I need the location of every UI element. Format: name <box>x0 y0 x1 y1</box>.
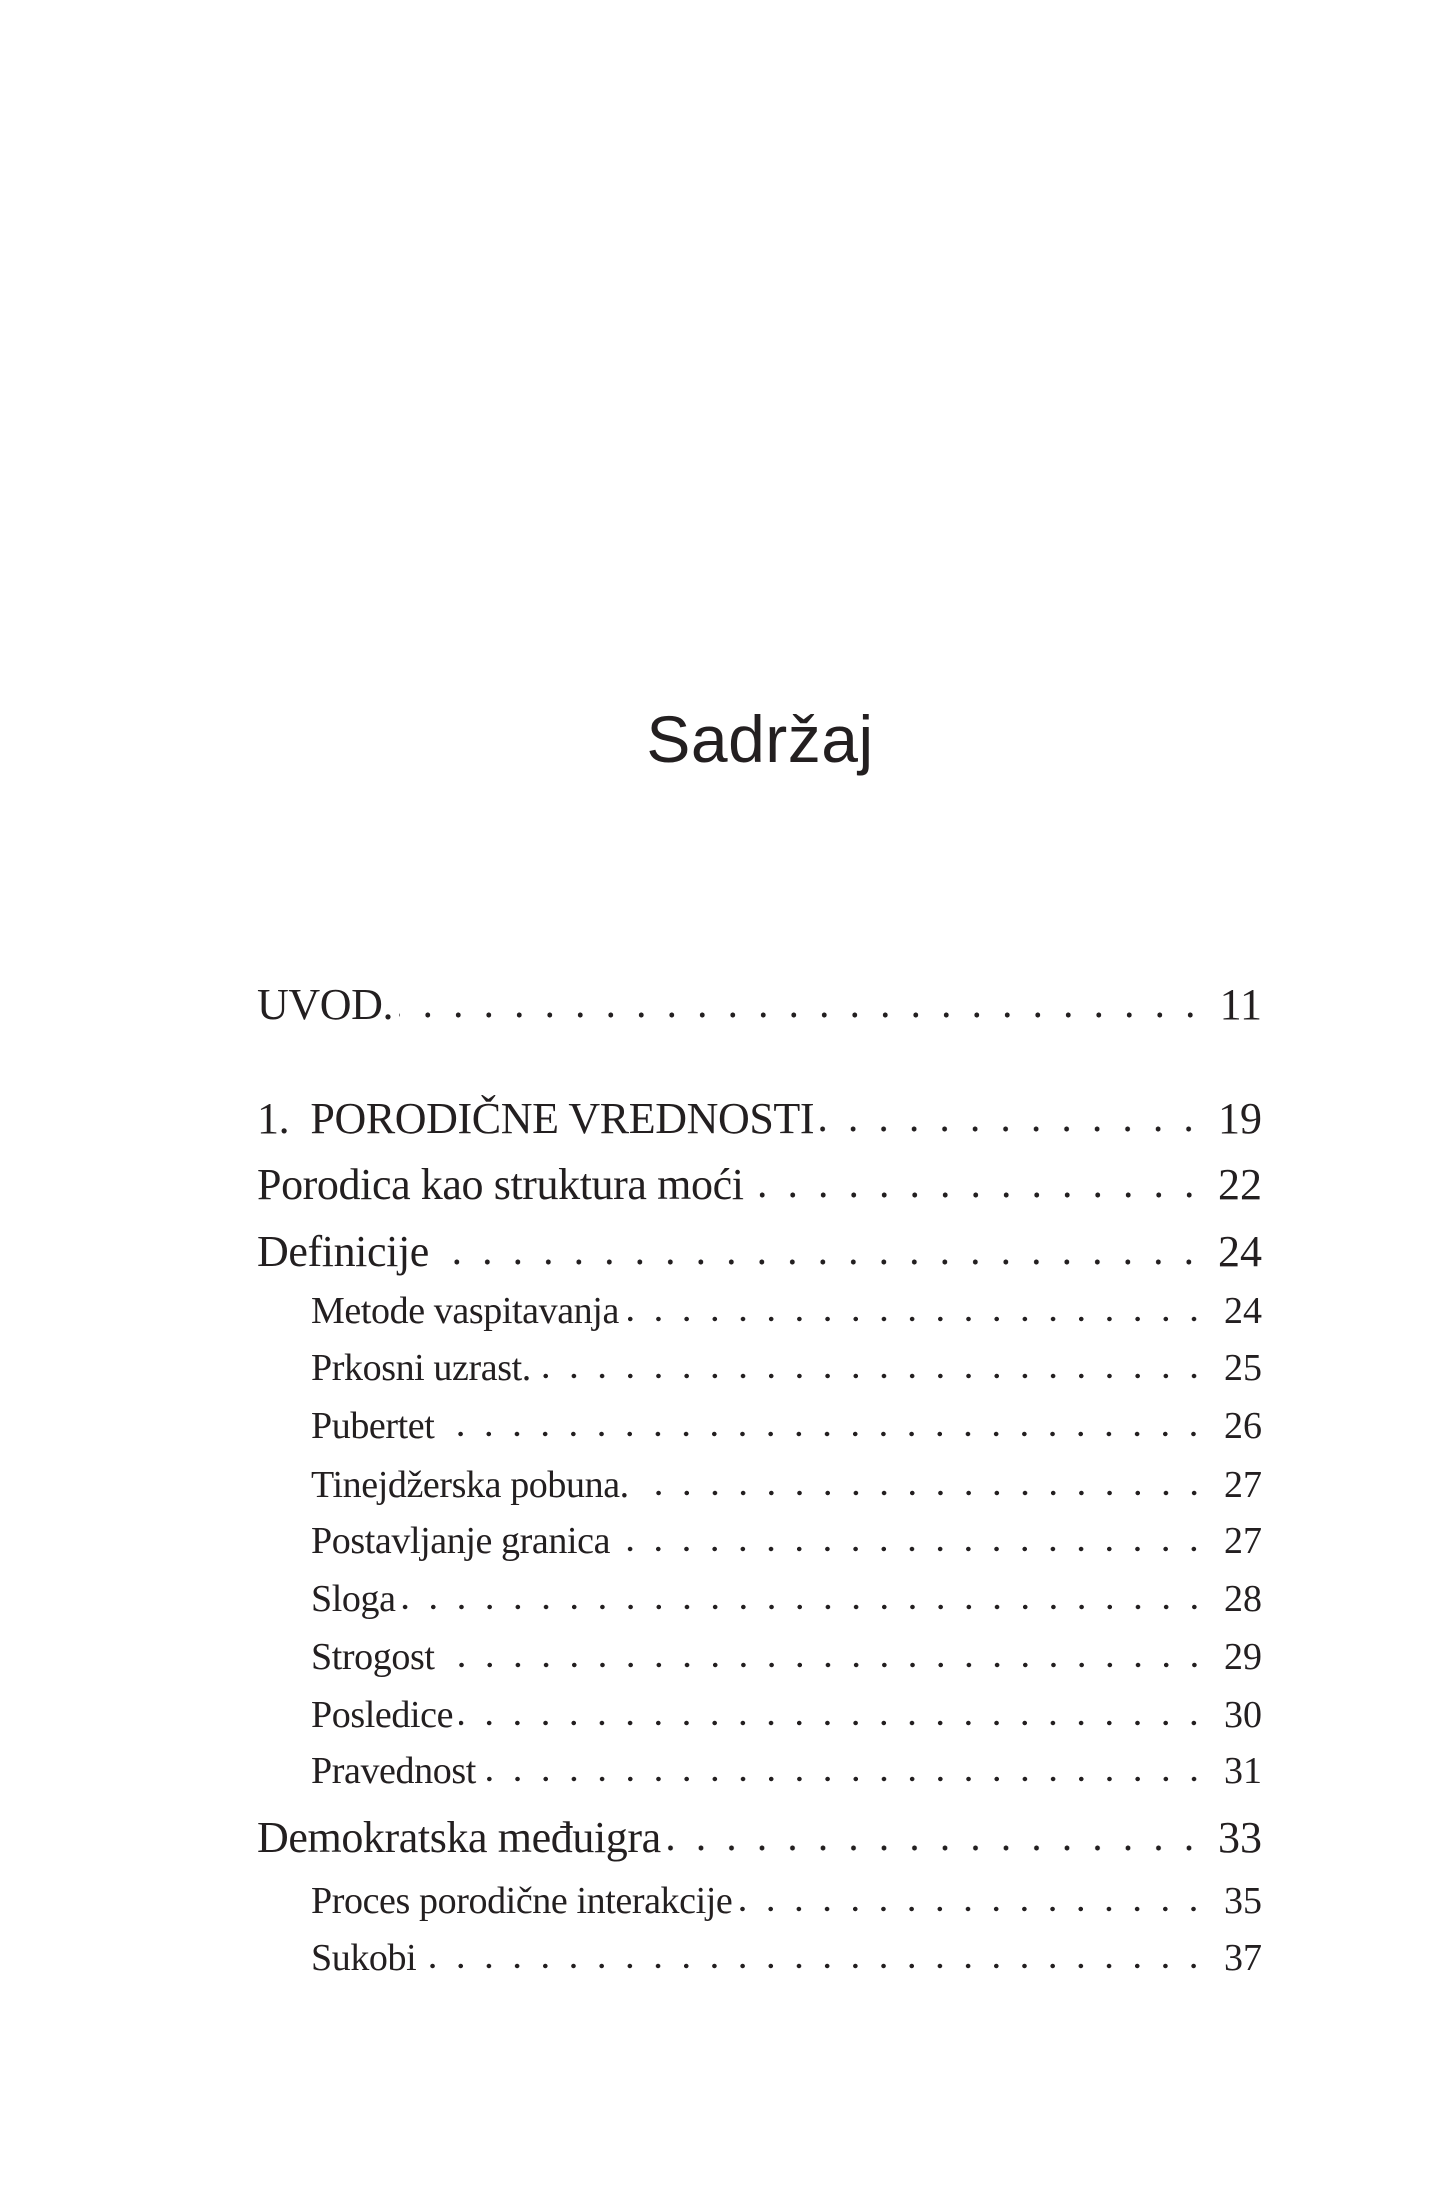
dot-leader <box>750 1159 1204 1199</box>
toc-entry-posledice[interactable] <box>311 1693 1262 1737</box>
toc-entry-strogost[interactable] <box>311 1635 1262 1679</box>
toc-entry-page-number: 19 <box>1218 1093 1262 1143</box>
toc-entry-label: Definicije <box>257 1226 429 1276</box>
toc-entry-label: Porodica kao struktura moći <box>257 1159 744 1209</box>
dot-leader <box>482 1749 1208 1783</box>
toc-entry-porodica-kao-struktura-moci[interactable] <box>257 1159 1262 1207</box>
toc-entry-label: Proces porodične interakcije <box>311 1880 733 1923</box>
toc-entry-page-number: 22 <box>1218 1159 1262 1209</box>
toc-entry-label: Tinejdžerska pobuna. <box>311 1464 629 1507</box>
toc-entry-proces-porodicne-interakcije[interactable] <box>311 1879 1262 1923</box>
toc-entry-label: Strogost <box>311 1636 435 1679</box>
toc-entry-metode-vaspitavanja[interactable] <box>311 1289 1262 1333</box>
toc-entry-porodicne-vrednosti[interactable] <box>257 1093 1262 1141</box>
toc-entry-uvod[interactable] <box>257 979 1262 1027</box>
dot-leader <box>667 1812 1204 1852</box>
toc-entry-postavljanje-granica[interactable] <box>311 1519 1262 1563</box>
dot-leader <box>820 1093 1204 1133</box>
toc-entry-label: Sloga <box>311 1578 396 1621</box>
toc-entry-label: Pubertet <box>311 1405 435 1448</box>
toc-entry-demokratska-meduigra[interactable] <box>257 1812 1262 1860</box>
toc-entry-page-number: 24 <box>1218 1226 1262 1276</box>
toc-entry-page-number: 29 <box>1224 1636 1262 1679</box>
toc-entry-page-number: 37 <box>1224 1937 1262 1980</box>
toc-entry-prkosni-uzrast[interactable] <box>311 1346 1262 1390</box>
toc-entry-sloga[interactable] <box>311 1577 1262 1621</box>
dot-leader <box>635 1463 1208 1497</box>
dot-leader <box>625 1289 1208 1323</box>
toc-entry-label: Pravednost <box>311 1750 476 1793</box>
dot-leader <box>616 1519 1208 1553</box>
dot-leader <box>440 1404 1208 1438</box>
toc-entry-page-number: 27 <box>1224 1520 1262 1563</box>
toc-entry-page-number: 26 <box>1224 1405 1262 1448</box>
dot-leader <box>441 1635 1209 1669</box>
toc-entry-page-number: 31 <box>1224 1750 1262 1793</box>
toc-entry-tinejdzerska-pobuna[interactable] <box>311 1463 1262 1507</box>
dot-leader <box>459 1693 1208 1727</box>
dot-leader <box>422 1936 1208 1970</box>
toc-entry-page-number: 33 <box>1218 1812 1262 1862</box>
toc-entry-page-number: 11 <box>1219 979 1262 1029</box>
toc-entry-definicije[interactable] <box>257 1226 1262 1274</box>
page-title: Sadržaj <box>646 702 874 776</box>
dot-leader <box>537 1346 1208 1380</box>
toc-entry-page-number: 25 <box>1224 1347 1262 1390</box>
toc-entry-label: 1. PORODIČNE VREDNOSTI <box>257 1093 815 1143</box>
dot-leader <box>738 1879 1208 1913</box>
toc-entry-page-number: 27 <box>1224 1464 1262 1507</box>
toc-entry-page-number: 35 <box>1224 1880 1262 1923</box>
toc-entry-label: Postavljanje granica <box>311 1520 611 1563</box>
dot-leader <box>402 1577 1208 1611</box>
toc-entry-page-number: 30 <box>1224 1694 1262 1737</box>
toc-entry-label: Demokratska međuigra <box>257 1812 661 1862</box>
toc-entry-label: Sukobi <box>311 1937 417 1980</box>
dot-leader <box>435 1226 1204 1266</box>
toc-entry-label: Posledice <box>311 1694 454 1737</box>
toc-entry-label: UVOD. <box>257 979 394 1029</box>
toc-entry-page-number: 28 <box>1224 1578 1262 1621</box>
toc-entry-pravednost[interactable] <box>311 1749 1262 1793</box>
toc-entry-sukobi[interactable] <box>311 1936 1262 1980</box>
dot-leader <box>399 979 1206 1019</box>
toc-entry-label: Prkosni uzrast. <box>311 1347 531 1390</box>
toc-entry-page-number: 24 <box>1224 1290 1262 1333</box>
toc-entry-pubertet[interactable] <box>311 1404 1262 1448</box>
toc-entry-label: Metode vaspitavanja <box>311 1290 619 1333</box>
